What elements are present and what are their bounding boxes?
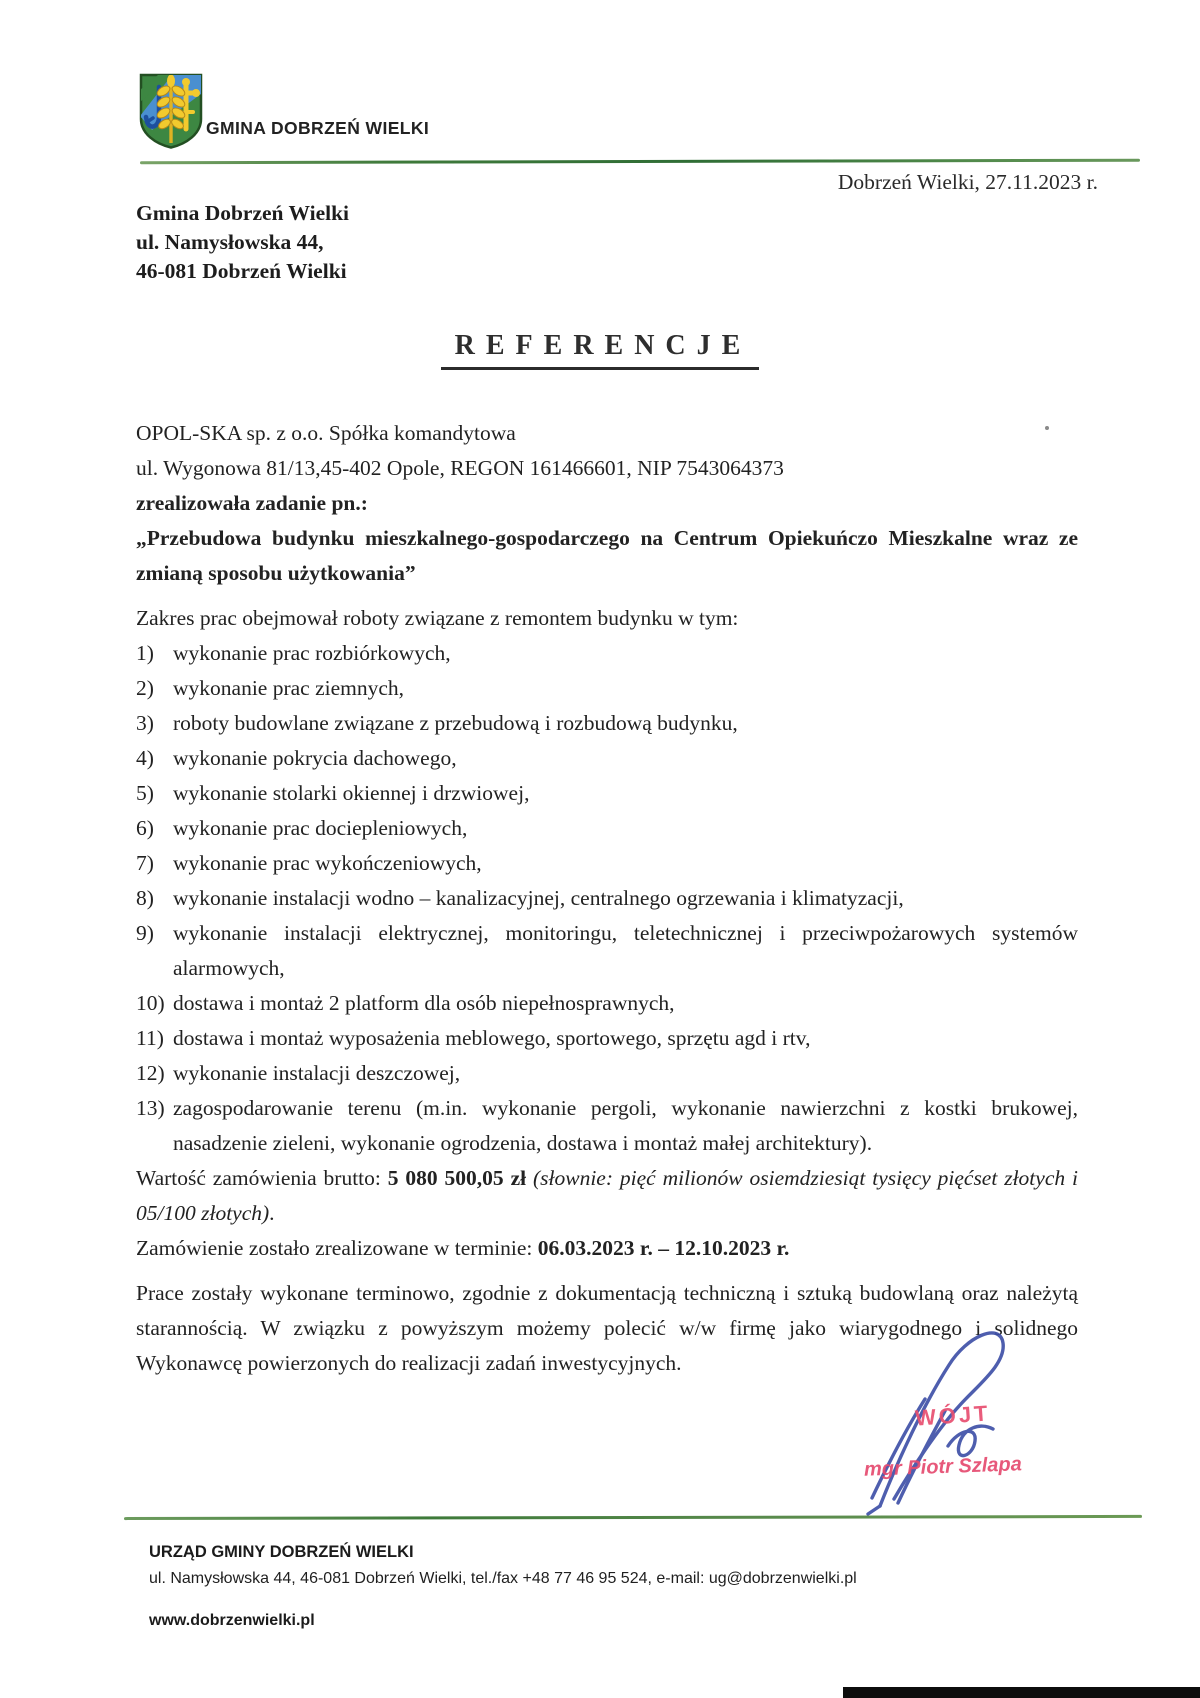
scope-item-number: 4): [136, 746, 154, 770]
scope-item-text: dostawa i montaż 2 platform dla osób niepełnosprawnych,: [173, 991, 675, 1015]
scope-list-item: [136, 846, 1078, 881]
scope-item-number: 7): [136, 851, 154, 875]
closing-paragraph: Prace zostały wykonane terminowo, zgodnie z dokumentacją techniczną i sztuką budowlaną oraz należytą starannością. W związku z powyższym możemy polecić w/w firmę jako wiarygodnego i solidnego Wykonawcę powierzonych do realizacji zadań inwestycyjnych.: [136, 1281, 1078, 1375]
scope-item-text: wykonanie prac dociepleniowych,: [173, 816, 468, 840]
header-org-name: GMINA DOBRZEŃ WIELKI: [206, 118, 430, 138]
scope-item-text: wykonanie instalacji wodno – kanalizacyjnej, centralnego ogrzewania i klimatyzacji,: [173, 886, 904, 910]
value-prefix: Wartość zamówienia brutto:: [136, 1166, 388, 1190]
task-title: „Przebudowa budynku mieszkalnego-gospodarczego na Centrum Opiekuńczo Mieszkalne wraz ze zmianą sposobu użytkowania”: [136, 526, 1078, 585]
sender-address-line: 46-081 Dobrzeń Wielki: [136, 259, 347, 283]
completion-dates: 06.03.2023 r. – 12.10.2023 r.: [537, 1236, 790, 1260]
scope-list-item: [136, 986, 1078, 1021]
stamp-name: mgr Piotr Szlapa: [863, 1453, 1023, 1481]
footer-address-line: ul. Namysłowska 44, 46-081 Dobrzeń Wielki, tel./fax +48 77 46 95 524, e-mail: ug@dobrzenwielki.pl: [149, 1570, 857, 1587]
scope-item-number: 12): [136, 1061, 165, 1085]
scope-item-text: wykonanie prac ziemnych,: [173, 676, 405, 700]
completion-prefix: Zamówienie zostało zrealizowane w terminie:: [136, 1236, 538, 1260]
value-amount-in-words: (słownie: pięć milionów osiemdziesiąt tysięcy pięćset złotych i 05/100 złotych): [136, 1166, 1078, 1225]
realized-label: zrealizowała zadanie pn.:: [136, 491, 368, 515]
company-details-line: ul. Wygonowa 81/13,45-402 Opole, REGON 161466601, NIP 7543064373: [136, 456, 784, 480]
scope-item-text: roboty budowlane związane z przebudową i rozbudową budynku,: [173, 711, 738, 735]
scope-item-number: 5): [136, 781, 154, 805]
scope-item-number: 8): [136, 886, 154, 910]
scope-item-text: dostawa i montaż wyposażenia meblowego, sportowego, sprzętu agd i rtv,: [173, 1026, 811, 1050]
scope-item-number: 13): [136, 1096, 165, 1120]
scope-list-item: [136, 741, 1078, 776]
scan-edge-bar: [843, 1687, 1200, 1698]
scope-list-item: [136, 636, 1078, 671]
scope-list-item: [136, 706, 1078, 741]
scope-item-text: wykonanie prac rozbiórkowych,: [173, 641, 451, 665]
footer-divider: [124, 1515, 1142, 1520]
scope-item-number: 3): [136, 711, 154, 735]
value-suffix: .: [269, 1201, 275, 1225]
scope-item-number: 9): [136, 921, 154, 945]
sender-address-line: ul. Namysłowska 44,: [136, 230, 324, 254]
scope-list-item: [136, 671, 1078, 706]
footer-website: www.dobrzenwielki.pl: [149, 1612, 315, 1629]
stamp-title: WÓJT: [914, 1400, 992, 1431]
scope-list-item: [136, 811, 1078, 846]
scan-artifact-dot: [1045, 426, 1049, 430]
scope-list-item: [136, 1056, 1078, 1091]
scope-item-number: 10): [136, 991, 165, 1015]
scope-list-item: [136, 916, 1078, 986]
scope-item-text: zagospodarowanie terenu (m.in. wykonanie pergoli, wykonanie nawierzchni z kostki brukowej, nasadzenie zieleni, wykonanie ogrodzenia, dostawa i montaż małej architektury).: [173, 1096, 1078, 1155]
scope-item-number: 6): [136, 816, 154, 840]
company-name-line: OPOL-SKA sp. z o.o. Spółka komandytowa: [136, 421, 516, 445]
coat-of-arms-icon: [138, 72, 204, 150]
scope-list-item: [136, 881, 1078, 916]
scope-item-number: 11): [136, 1026, 164, 1050]
scope-item-number: 1): [136, 641, 154, 665]
scope-item-text: wykonanie stolarki okiennej i drzwiowej,: [173, 781, 530, 805]
date-line: Dobrzeń Wielki, 27.11.2023 r.: [837, 170, 1098, 194]
footer-office-name: URZĄD GMINY DOBRZEŃ WIELKI: [149, 1543, 414, 1561]
scope-item-text: wykonanie prac wykończeniowych,: [173, 851, 482, 875]
document-title: REFERENCJE: [441, 330, 760, 370]
scope-item-text: wykonanie instalacji deszczowej,: [173, 1061, 461, 1085]
scope-intro: Zakres prac obejmował roboty związane z remontem budynku w tym:: [136, 606, 739, 630]
document-title-wrap: [0, 330, 1200, 370]
scope-item-text: wykonanie instalacji elektrycznej, monitoringu, teletechnicznej i przeciwpożarowych systemów alarmowych,: [173, 921, 1078, 980]
scope-list-item: [136, 1091, 1078, 1161]
sender-address-block: [136, 199, 349, 286]
scope-list: [136, 636, 1078, 1161]
header-divider: [140, 159, 1140, 165]
scope-item-text: wykonanie pokrycia dachowego,: [173, 746, 457, 770]
scope-item-number: 2): [136, 676, 154, 700]
scope-list-item: [136, 776, 1078, 811]
sender-address-line: Gmina Dobrzeń Wielki: [136, 201, 350, 225]
contract-value-line: [136, 1161, 1078, 1231]
scope-list-item: [136, 1021, 1078, 1056]
value-amount: 5 080 500,05 zł: [387, 1166, 533, 1190]
letter-body: [136, 416, 1078, 1381]
